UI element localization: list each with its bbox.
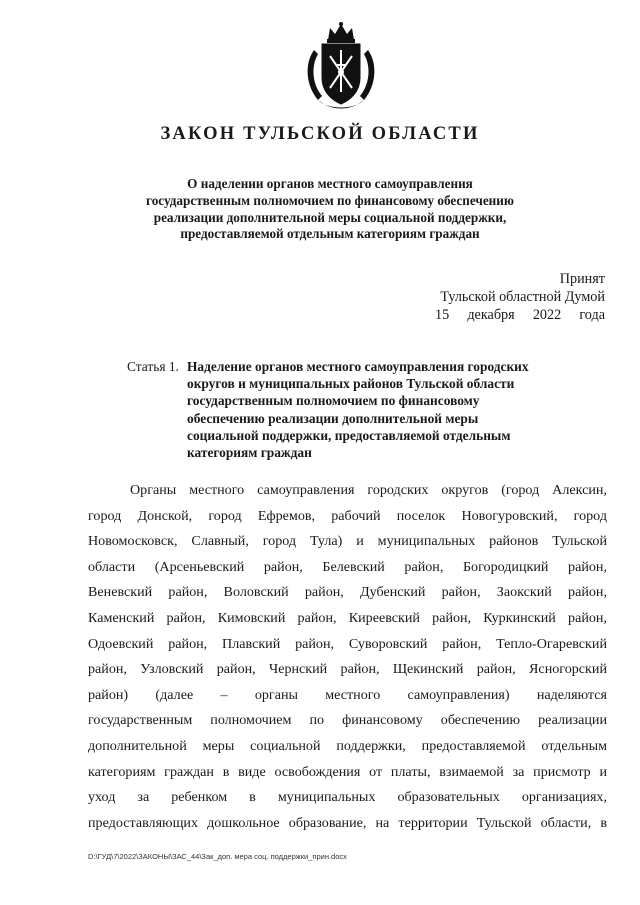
article-body-paragraph [88,478,607,836]
subject-line: предоставляемой отдельным категориям граждан [180,226,480,242]
body-line: Новомосковск, Славный, город Тула) и муниципальных районов Тульской [88,533,607,550]
article-number: Статья 1. [127,359,179,374]
adoption-body: Тульской областной Думой [440,289,605,305]
adoption-status: Принят [559,271,605,287]
article-heading-line: государственным полномочием по финансовому [187,393,480,409]
body-line: государственным полномочием по финансовому обеспечению реализации [88,712,607,729]
body-line: Каменский район, Кимовский район, Киреевский район, Куркинский район, [88,609,607,626]
adoption-day: 15 [435,307,450,323]
article-heading-line: категориям граждан [187,445,312,461]
adoption-year-word: года [579,307,605,323]
article-heading [187,358,597,461]
law-subject [120,176,540,243]
subject-line: реализации дополнительной меры социальной поддержки, [153,209,507,225]
article-heading-line: округов и муниципальных районов Тульской области [187,376,515,392]
article-heading-line: социальной поддержки, предоставляемой отдельным [187,427,511,443]
body-line: Органы местного самоуправления городских округов (город Алексин, [130,482,607,498]
body-line: район) (далее – органы местного самоуправления) наделяются [88,686,607,703]
adoption-block [405,270,605,324]
law-title: ЗАКОН ТУЛЬСКОЙ ОБЛАСТИ [160,124,480,144]
article-heading-line: Наделение органов местного самоуправления городских [187,359,529,374]
subject-line: государственным полномочием по финансовому обеспечению [146,192,514,208]
file-path-footer: D:\ГУД\7\2022\ЗАКОНЫ\ЗАС_44\Зак_доп. мера соц. поддержки_прин.docx [88,852,347,861]
body-line: район, Узловский район, Чернский район, Щекинский район, Ясногорский [88,661,607,678]
adoption-year: 2022 [532,307,562,323]
article-heading-line: обеспечению реализации дополнительной меры [187,410,479,426]
adoption-month: декабря [467,307,515,323]
body-line: категориям граждан в виде освобождения от платы, взимаемой за присмотр и [88,763,607,780]
body-line: предоставляющих дошкольное образование, на территории Тульской области, в [88,814,607,831]
body-line: Одоевский район, Плавский район, Суворовский район, Тепло-Огаревский [88,635,607,652]
subject-line: О наделении органов местного самоуправления [187,176,473,191]
body-line: дополнительной меры социальной поддержки, предоставляемой отдельным [88,737,607,754]
tula-coat-of-arms-icon [300,20,382,116]
adoption-date [435,306,605,324]
body-line: области (Арсеньевский район, Белевский район, Богородицкий район, [88,558,607,575]
body-line: уход за ребенком в муниципальных образовательных организациях, [88,789,607,806]
body-line: город Донской, город Ефремов, рабочий поселок Новогуровский, город [88,507,607,524]
body-line: Веневский район, Воловский район, Дубенский район, Заокский район, [88,584,607,601]
